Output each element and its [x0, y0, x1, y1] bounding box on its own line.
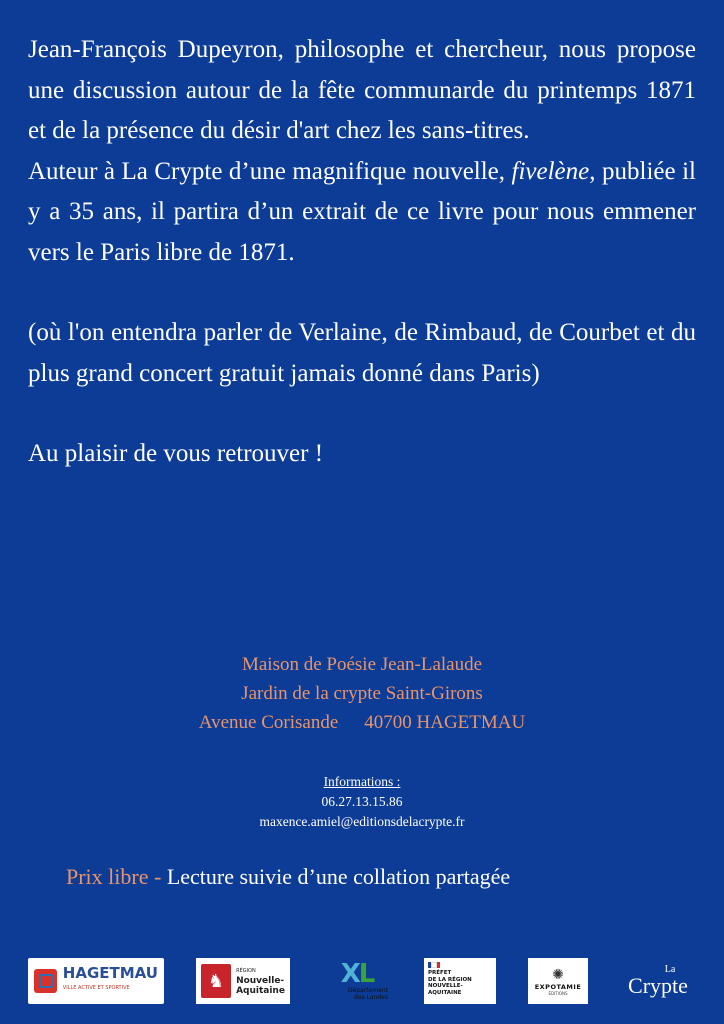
la-crypte-logo [620, 958, 696, 1004]
expotamie-emblem-icon: ✺ [552, 966, 564, 983]
crypte-name: Crypte [628, 973, 688, 998]
price-description: Lecture suivie d’une collation partagée [166, 864, 511, 889]
landes-caption1: Département [348, 987, 388, 994]
price-line [66, 862, 706, 892]
contact-info [0, 772, 724, 832]
venue-garden: Jardin de la crypte Saint-Girons [241, 683, 483, 704]
venue-name: Maison de Poésie Jean-Lalaude [241, 654, 483, 675]
author-paragraph [28, 152, 696, 274]
landes-logo [322, 958, 392, 1004]
venue-address [0, 650, 724, 737]
phone-number: 06.27.13.15.86 [321, 794, 403, 809]
french-flag-icon [428, 962, 440, 968]
price-separator: - [148, 864, 167, 889]
main-text [28, 30, 696, 475]
prefet-line2: DE LA RÉGION [428, 976, 472, 983]
hagetmau-name: HAGETMAU [62, 964, 158, 982]
aside-paragraph: (où l'on entendra parler de Verlaine, de Rimbaud, de Courbet et du plus grand concert gratuit jamais donné dans Paris) [28, 319, 696, 387]
prefet-line1: PRÉFET [428, 970, 452, 976]
sponsor-logos [28, 956, 696, 1006]
price-label: Prix libre [66, 864, 149, 889]
author-paragraph-end: , publiée il y a 35 ans, il partira d’un extrait de ce livre pour nous emmener vers le Paris libre de 1871. [28, 157, 696, 266]
closing-paragraph: Au plaisir de vous retrouver ! [28, 440, 324, 467]
lion-shield-icon: ♞ [201, 964, 231, 998]
expotamie-logo [528, 958, 588, 1004]
intro-paragraph: Jean-François Dupeyron, philosophe et chercheur, nous propose une discussion autour de la fête communarde du printemps 1871 et de la présence du désir d'art chez les sans-titres. [28, 36, 696, 144]
spacer [28, 394, 696, 434]
na-line2: Aquitaine [236, 986, 285, 996]
nouvelle-aquitaine-logo [196, 958, 290, 1004]
prefet-logo [424, 958, 496, 1004]
hagetmau-tagline: VILLE ACTIVE ET SPORTIVE [62, 985, 130, 991]
expotamie-name: EXPOTAMIE [534, 982, 582, 991]
venue-street: Avenue Corisande [198, 712, 339, 733]
hagetmau-mark-icon [34, 969, 57, 993]
prefet-line3: NOUVELLE-AQUITAINE [428, 983, 463, 996]
venue-street-line [0, 708, 724, 737]
na-small: RÉGION [236, 968, 256, 974]
email-address[interactable]: maxence.amiel@editionsdelacrypte.fr [259, 814, 465, 829]
hagetmau-logo [28, 958, 164, 1004]
landes-mark: XL [340, 959, 374, 989]
venue-city: 40700 HAGETMAU [364, 712, 526, 733]
na-line1: Nouvelle- [236, 976, 285, 986]
spacer [28, 273, 696, 313]
landes-caption2: des Landes [354, 994, 388, 1001]
book-title: fivelène [511, 157, 590, 185]
crypte-la: La [664, 964, 676, 975]
expotamie-sub: ÉDITIONS [548, 990, 568, 996]
info-title: Informations : [323, 774, 401, 789]
author-paragraph-start: Auteur à La Crypte d’une magnifique nouvelle, [28, 157, 512, 185]
